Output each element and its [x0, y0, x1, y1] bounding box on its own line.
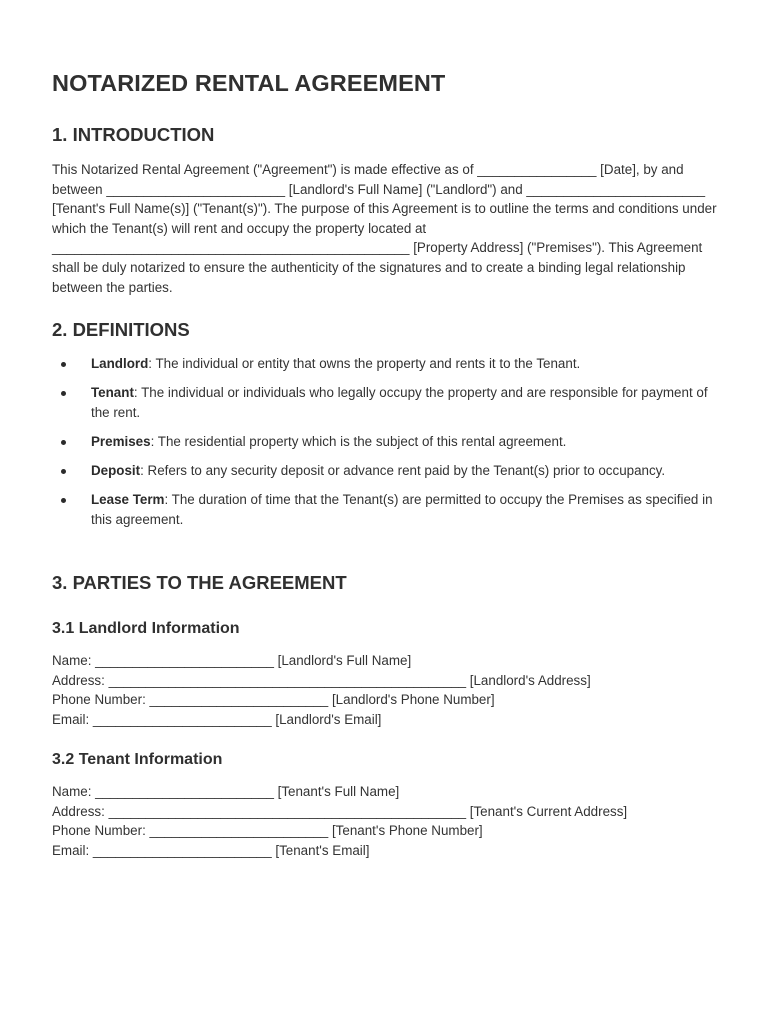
definition-term: Lease Term: [91, 491, 165, 507]
definition-term: Tenant: [91, 385, 134, 401]
tenant-name-line: Name: ________________________ [Tenant's Full Name]: [52, 784, 400, 799]
landlord-email-line: Email: ________________________ [Landlord's Email]: [52, 711, 382, 727]
tenant-address-line: Address: ________________________________________________ [Tenant's Current Address]: [52, 803, 628, 819]
definition-item: [52, 461, 722, 481]
bullet-icon: [61, 440, 66, 445]
landlord-info-fields: [52, 651, 732, 729]
definition-term: Premises: [91, 433, 151, 449]
document-title: NOTARIZED RENTAL AGREEMENT: [52, 70, 446, 96]
tenant-email-line: Email: ________________________ [Tenant's Email]: [52, 842, 370, 858]
tenant-info-fields: [52, 782, 732, 860]
definition-term: Landlord: [91, 356, 149, 371]
definition-item: [52, 432, 722, 452]
definition-text: : Refers to any security deposit or advance rent paid by the Tenant(s) prior to occupancy.: [140, 462, 666, 478]
bullet-icon: [61, 362, 66, 367]
landlord-name-line: Name: ________________________ [Landlord's Full Name]: [52, 653, 412, 668]
definition-item: [52, 490, 722, 529]
definition-text: : The individual or entity that owns the property and rents it to the Tenant.: [148, 356, 581, 371]
definition-text: : The individual or individuals who legally occupy the property and are responsible for payment of the rent.: [91, 385, 708, 420]
landlord-phone-line: Phone Number: ________________________ [Landlord's Phone Number]: [52, 692, 495, 708]
tenant-phone-line: Phone Number: ________________________ [Tenant's Phone Number]: [52, 823, 483, 839]
landlord-info-heading: 3.1 Landlord Information: [52, 620, 240, 637]
definition-term: Deposit: [91, 462, 141, 478]
definition-text: : The residential property which is the subject of this rental agreement.: [150, 433, 567, 449]
bullet-icon: [61, 391, 66, 396]
bullet-icon: [61, 469, 66, 474]
definition-text: : The duration of time that the Tenant(s) are permitted to occupy the Premises as specified in this agreement.: [91, 491, 713, 527]
definitions-list: [52, 354, 722, 529]
introduction-heading: 1. INTRODUCTION: [52, 124, 215, 145]
parties-heading: 3. PARTIES TO THE AGREEMENT: [52, 572, 347, 593]
tenant-info-heading: 3.2 Tenant Information: [52, 751, 223, 768]
definitions-heading: 2. DEFINITIONS: [52, 319, 190, 340]
landlord-address-line: Address: ________________________________________________ [Landlord's Address]: [52, 672, 591, 688]
definition-item: [52, 354, 722, 374]
introduction-paragraph: This Notarized Rental Agreement ("Agreement") is made effective as of ________________ [Date], by and between ________________________ [Landlord's Full Name] ("Landlord") and ________________________ [Tenant's Full Name(s)] ("Tenant(s)"). The purpose of this Agreement is to outline the terms and conditions under which the Tenant(s) will rent and occupy the property located at ________________________________________________ [Property Address] ("Premises"). This Agreement shall be duly notarized to ensure the authenticity of the signatures and to create a binding legal relationship between the parties.: [52, 162, 717, 295]
definition-item: [52, 383, 722, 422]
bullet-icon: [61, 498, 66, 503]
